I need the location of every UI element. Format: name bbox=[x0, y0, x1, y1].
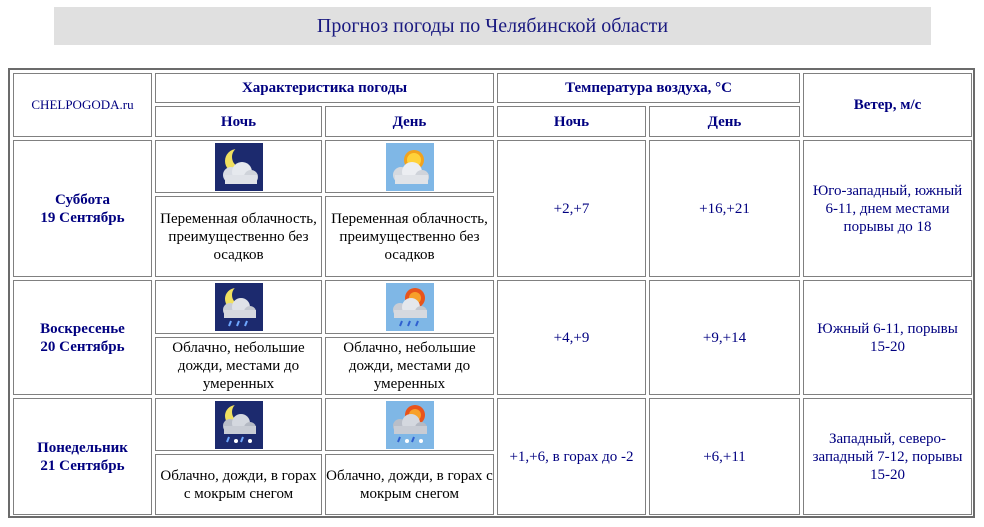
day-of-week: Суббота bbox=[55, 191, 110, 208]
site-label: CHELPOGODA.ru bbox=[13, 73, 152, 137]
sun-rain-icon bbox=[386, 283, 434, 331]
temp-day: +6,+11 bbox=[649, 398, 800, 515]
night-icon-cell bbox=[155, 140, 322, 193]
date: 19 Сентябрь bbox=[40, 209, 125, 226]
wind: Южный 6-11, порывы 15-20 bbox=[803, 280, 972, 395]
day-icon-cell bbox=[325, 280, 494, 334]
night-description: Облачно, дожди, в горах с мокрым снегом bbox=[155, 454, 322, 515]
sun-sleet-icon bbox=[386, 401, 434, 449]
night-icon-cell bbox=[155, 280, 322, 334]
date-cell bbox=[13, 280, 152, 395]
header-wind: Ветер, м/с bbox=[803, 73, 972, 137]
date-cell bbox=[13, 398, 152, 515]
temp-night: +4,+9 bbox=[497, 280, 646, 395]
sun-cloudy-icon bbox=[386, 143, 434, 191]
night-icon-cell bbox=[155, 398, 322, 451]
temp-day: +9,+14 bbox=[649, 280, 800, 395]
day-icon-cell bbox=[325, 140, 494, 193]
header-weather: Характеристика погоды bbox=[155, 73, 494, 103]
night-description: Переменная облачность, преимущественно без осадков bbox=[155, 196, 322, 277]
wind: Юго-западный, южный 6-11, днем местами порывы до 18 bbox=[803, 140, 972, 277]
temp-night: +1,+6, в горах до -2 bbox=[497, 398, 646, 515]
page-title: Прогноз погоды по Челябинской области bbox=[54, 7, 931, 45]
day-icon-cell bbox=[325, 398, 494, 451]
header-temp-day: День bbox=[649, 106, 800, 137]
moon-cloudy-icon bbox=[215, 143, 263, 191]
wind: Западный, северо-западный 7-12, порывы 15-20 bbox=[803, 398, 972, 515]
day-description: Переменная облачность, преимущественно без осадков bbox=[325, 196, 494, 277]
header-weather-day: День bbox=[325, 106, 494, 137]
date-cell bbox=[13, 140, 152, 277]
day-of-week: Понедельник bbox=[37, 439, 128, 456]
day-of-week: Воскресенье bbox=[40, 320, 125, 337]
header-temp-night: Ночь bbox=[497, 106, 646, 137]
temp-night: +2,+7 bbox=[497, 140, 646, 277]
moon-rain-icon bbox=[215, 283, 263, 331]
night-description: Облачно, небольшие дожди, местами до умеренных bbox=[155, 337, 322, 395]
day-description: Облачно, дожди, в горах с мокрым снегом bbox=[325, 454, 494, 515]
date: 21 Сентябрь bbox=[40, 457, 125, 474]
header-weather-night: Ночь bbox=[155, 106, 322, 137]
moon-sleet-icon bbox=[215, 401, 263, 449]
day-description: Облачно, небольшие дожди, местами до умеренных bbox=[325, 337, 494, 395]
date: 20 Сентябрь bbox=[40, 338, 125, 355]
header-temperature: Температура воздуха, °C bbox=[497, 73, 800, 103]
temp-day: +16,+21 bbox=[649, 140, 800, 277]
forecast-table bbox=[8, 68, 975, 518]
